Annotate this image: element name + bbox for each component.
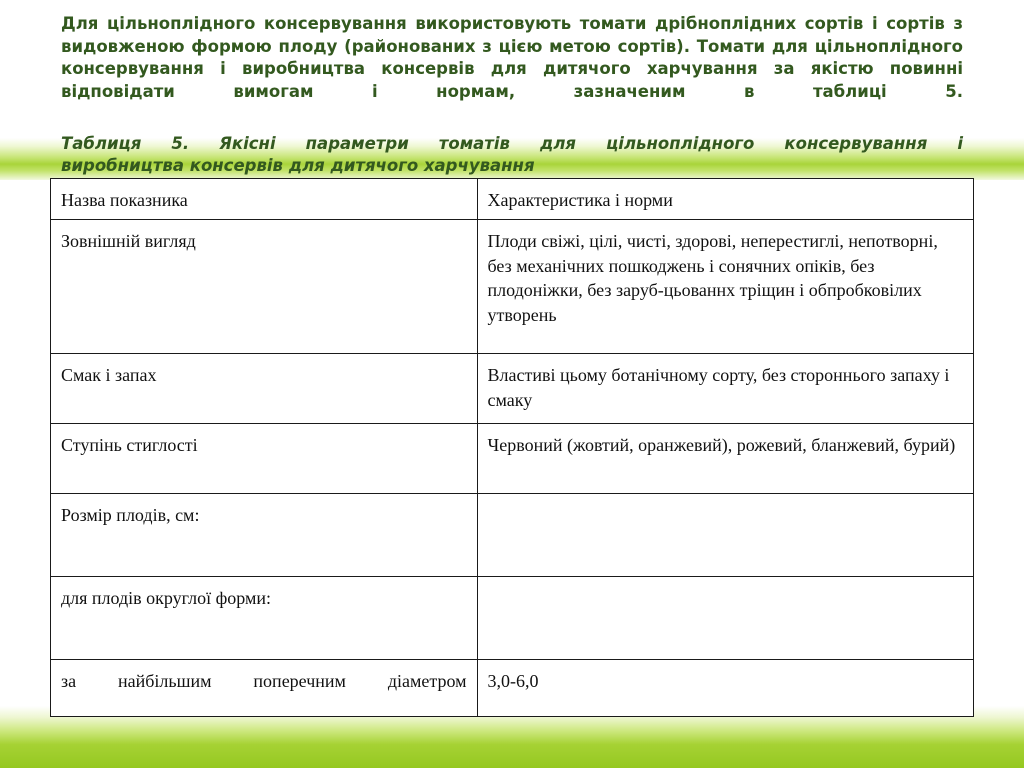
row-value-cell: 3,0-6,0 [477, 660, 973, 717]
row-name-cell: Зовнішній вигляд [51, 220, 478, 354]
row-name-cell: Розмір плодів, см: [51, 494, 478, 577]
row-value-cell: Властиві цьому ботанічному сорту, без стороннього запаху і смаку [477, 354, 973, 424]
table-row [51, 577, 974, 660]
table-row [51, 424, 974, 494]
row-name-cell: Смак і запах [51, 354, 478, 424]
table-caption-line-1: Таблиця 5. Якісні параметри томатів для цільноплідного консервування і [61, 134, 963, 153]
table-header-row [51, 179, 974, 220]
row-name-cell: для плодів округлої форми: [51, 577, 478, 660]
table-caption-line-2: виробництва консервів для дитячого харчування [61, 156, 535, 175]
header-cell-indicator: Назва показника [51, 179, 478, 220]
row-value-cell: Червоний (жовтий, оранжевий), рожевий, бланжевий, бурий) [477, 424, 973, 494]
row-value-cell [477, 494, 973, 577]
table-row [51, 494, 974, 577]
quality-table [50, 178, 974, 717]
row-name-text: за найбільшим поперечним діаметром [61, 671, 467, 691]
table-row [51, 660, 974, 717]
row-value-cell: Плоди свіжі, цілі, чисті, здорові, неперестиглі, непотворні, без механічних пошкоджень і сонячних опіків, без плодоніжки, без заруб-цьованнх тріщин і обпробковілих утворень [477, 220, 973, 354]
table-row [51, 220, 974, 354]
row-name-cell [51, 660, 478, 717]
intro-paragraph: Для цільноплідного консервування використовують томати дрібноплідних сортів і сортів з видовженою формою плоду (районованих з цією метою сортів). Томати для цільноплідного консервування і виробництва консервів для дитячого харчування за якістю повинні відповідати вимогам і нормам, зазначеним в таблиці 5. [61, 14, 963, 101]
row-value-cell [477, 577, 973, 660]
row-name-cell: Ступінь стиглості [51, 424, 478, 494]
table-row [51, 354, 974, 424]
table-caption [61, 133, 963, 177]
header-cell-norms: Характеристика і норми [477, 179, 973, 220]
